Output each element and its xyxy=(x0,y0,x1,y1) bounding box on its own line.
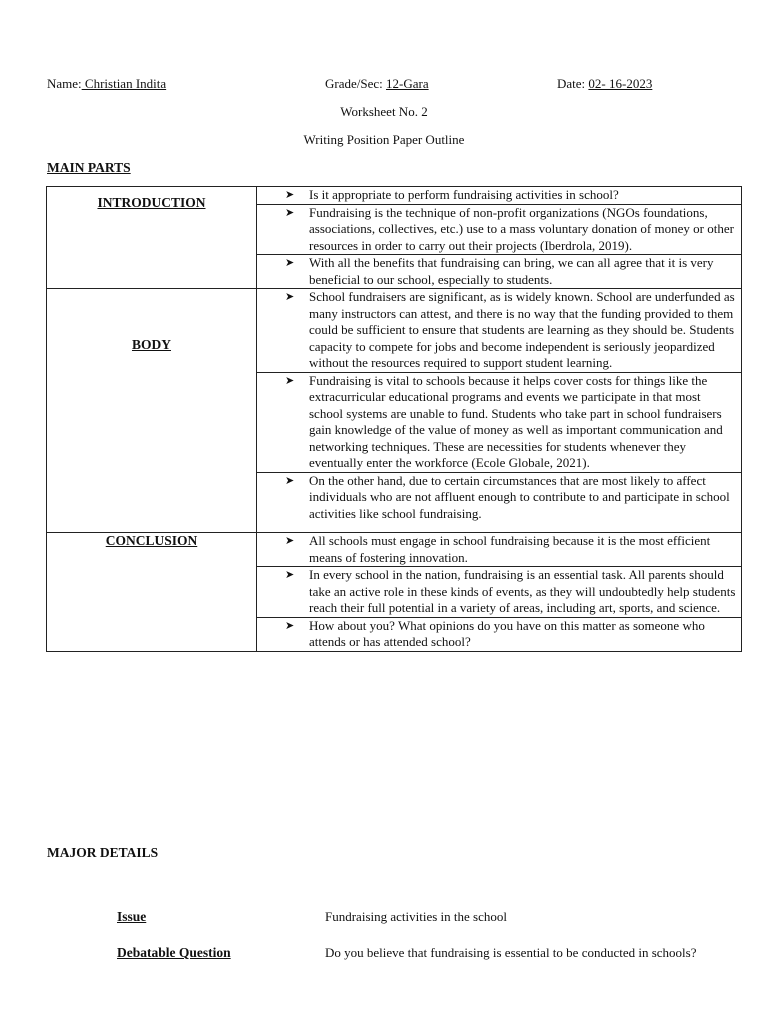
conclusion-label: CONCLUSION xyxy=(105,533,198,548)
debatable-question-label: Debatable Question xyxy=(117,945,231,960)
grade-value: 12-Gara xyxy=(386,76,429,91)
introduction-label: INTRODUCTION xyxy=(97,195,206,210)
name-value: Christian Indita xyxy=(81,76,167,91)
name-label: Name: xyxy=(47,76,82,91)
arrowhead-bullet-icon: ➤ xyxy=(285,474,295,487)
bullet-text: How about you? What opinions do you have on this matter as someone who attends or has attended school? xyxy=(309,617,705,649)
bullet-cell xyxy=(257,372,742,472)
bullet-cell xyxy=(257,567,742,618)
bullet-text: On the other hand, due to certain circumstances that are most likely to affect individuals who are not affluent enough to contribute to and participate in school activities like school fundraising. xyxy=(309,472,730,521)
list-item xyxy=(257,255,741,288)
issue-value: Fundraising activities in the school xyxy=(325,909,507,924)
list-item xyxy=(257,187,741,204)
bullet-cell xyxy=(257,617,742,651)
bullet-text: Fundraising is the technique of non-profit organizations (NGOs foundations, associations, collectives, etc.) use to a mass voluntary donation of money or other resources in order to carry out their projects (Iberdrola, 2019). xyxy=(309,204,734,253)
date-value: 02- 16-2023 xyxy=(588,76,653,91)
list-item xyxy=(257,618,741,651)
table-row xyxy=(47,289,742,373)
arrowhead-bullet-icon: ➤ xyxy=(285,206,295,219)
list-item xyxy=(257,473,741,523)
bullet-cell xyxy=(257,289,742,373)
table-row xyxy=(47,187,742,205)
bullet-cell xyxy=(257,472,742,533)
grade-label: Grade/Sec: xyxy=(325,76,383,91)
name-field xyxy=(47,76,166,93)
bullet-text: Fundraising is vital to schools because it helps cover costs for things like the extracurricular educational programs and events we participate in that most school systems are unable to fund. Students who take part in school fundraisers gain knowledge of the value of money as well as important communication and networking techniques. These are necessities for students whenever they eventually enter the workforce (Ecole Globale, 2021). xyxy=(309,372,723,470)
list-item xyxy=(257,373,741,472)
list-item xyxy=(257,567,741,617)
arrowhead-bullet-icon: ➤ xyxy=(285,257,295,269)
bullet-cell xyxy=(257,255,742,289)
arrowhead-bullet-icon: ➤ xyxy=(285,619,295,632)
bullet-text: School fundraisers are significant, as is widely known. School are underfunded as many instructors can attest, and there is no way that the funding provided to them could be sufficient to ensure that students are learning as they should be. Students capacity to compete for jobs and become independent is seriously jeopardized without the resources required to support student learning. xyxy=(309,289,735,370)
bullet-text: With all the benefits that fundraising can bring, we can all agree that it is very beneficial to our school, especially to students. xyxy=(309,255,714,287)
bullet-text: All schools must engage in school fundraising because it is the most efficient means of fostering innovation. xyxy=(309,533,711,565)
body-label: BODY xyxy=(131,337,171,352)
date-field xyxy=(557,76,652,93)
date-label: Date: xyxy=(557,76,586,91)
outline-table xyxy=(46,186,742,652)
list-item xyxy=(257,533,741,566)
bullet-cell xyxy=(257,204,742,255)
issue-label: Issue xyxy=(117,909,147,924)
bullet-cell xyxy=(257,187,742,205)
major-details-heading: MAJOR DETAILS xyxy=(47,845,159,860)
conclusion-cell xyxy=(47,533,257,652)
grade-section-field xyxy=(325,76,429,93)
introduction-cell xyxy=(47,187,257,289)
arrowhead-bullet-icon: ➤ xyxy=(285,569,295,581)
table-row xyxy=(47,533,742,567)
list-item xyxy=(257,289,741,372)
worksheet-title: Writing Position Paper Outline xyxy=(303,132,465,147)
worksheet-number: Worksheet No. 2 xyxy=(340,104,428,119)
bullet-text: In every school in the nation, fundraising is an essential task. All parents should take an active role in these kinds of events, as they will undoubtedly help students reach their full potential in a variety of areas, including art, sports, and science. xyxy=(309,567,736,615)
body-cell xyxy=(47,289,257,533)
arrowhead-bullet-icon: ➤ xyxy=(285,189,295,201)
bullet-cell xyxy=(257,533,742,567)
student-info-header xyxy=(47,76,727,94)
debatable-question-value: Do you believe that fundraising is essential to be conducted in schools? xyxy=(325,945,697,960)
arrowhead-bullet-icon: ➤ xyxy=(285,374,295,387)
bullet-text: Is it appropriate to perform fundraising activities in school? xyxy=(309,187,619,202)
arrowhead-bullet-icon: ➤ xyxy=(285,291,295,303)
arrowhead-bullet-icon: ➤ xyxy=(285,535,295,547)
list-item xyxy=(257,205,741,255)
main-parts-heading: MAIN PARTS xyxy=(47,160,131,175)
